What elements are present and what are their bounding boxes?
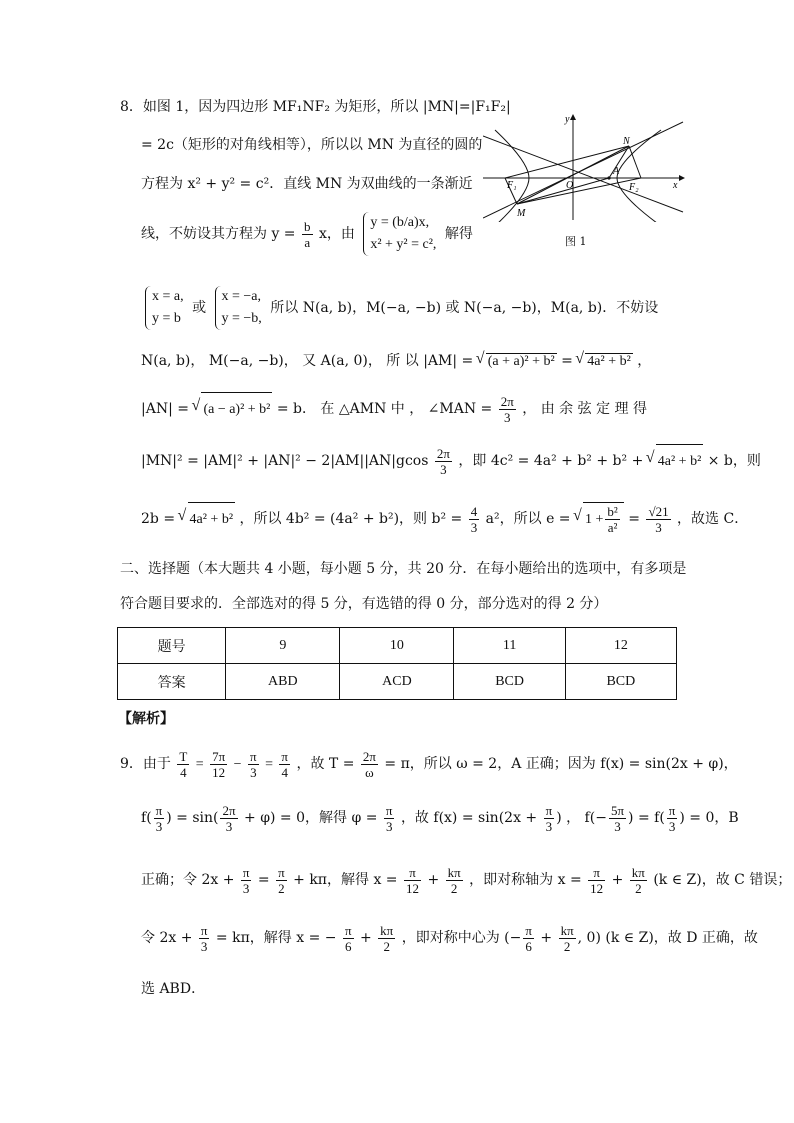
sqrt-expression: √ 4a² + b² (188, 502, 236, 537)
text-segment: f (141, 810, 147, 826)
text-segment: ，即 4c² = 4a² + b² + b² + (458, 453, 644, 469)
fraction-2pi-over-3: $\frac{2\pi}{3}$ (222, 802, 236, 834)
fraction-kpi-over-2: $\frac{k\pi}{2}$ (380, 922, 394, 954)
text-segment: 线，不妨设其方程为 y = (141, 226, 296, 242)
fraction-pi-over-3: $\frac{\pi}{3}$ (250, 748, 257, 780)
label-a: A (613, 166, 620, 177)
text-segment: ，所以 4b² = (4a² + b²)，则 b² = (239, 511, 463, 527)
text-segment: |MN|² = |AM|² + |AN|² − 2|AM||AN|gcos (141, 453, 429, 469)
table-cell: 题号 (118, 628, 226, 664)
q8-line-6: N(a, b)， M(−a, −b)， 又 A(a, 0)， 所 以 |AM| = √ (a + a)² + b² = √ 4a² + b² ， (141, 350, 651, 370)
text-segment: ，故 f(x) = sin (400, 810, 499, 826)
equation-system-2: x = a, y = b (145, 286, 184, 330)
q9-line-2: f( $\frac{\pi}{3}$ ) = sin( $\frac{2\pi}{3}$ + φ) = 0，解得 φ = $\frac{\pi}{3}$ ，故 f(x) = sin(2x + $\frac{\pi}{3}$ ) ， f(− $\frac{5\pi}{3}$ ) = f( $\frac{\pi}{3}$ ) = 0，B (141, 802, 739, 834)
text-segment: x，由 (318, 226, 355, 242)
label-f2: F₂ (629, 182, 639, 193)
text-segment: × b，则 (707, 453, 761, 469)
q8-line-5 (141, 286, 658, 330)
q8-line-8 (141, 444, 761, 479)
fraction-t-over-4: $\frac{T}{4}$ (179, 748, 188, 780)
segment-ma (517, 178, 609, 204)
fraction-pi-over-3: $\frac{\pi}{3}$ (545, 802, 553, 834)
q8-line-4 (141, 212, 473, 256)
q8-line-2: = 2c（矩形的对角线相等），所以以 MN 为直径的圆的 (141, 137, 483, 153)
fraction-2pi-over-3: $\frac{2\pi}{3}$ (436, 445, 450, 477)
table-row (118, 664, 677, 700)
fraction-pi-over-12: $\frac{\pi}{12}$ (590, 864, 604, 896)
section2-line-2: 符合题目要求的．全部选对的得 5 分，有选错的得 0 分，部分选对的得 2 分） (120, 596, 608, 612)
text-segment: ，故 T = (296, 756, 355, 772)
text-segment: |AN| = (141, 401, 189, 417)
q9-line-5: 选 ABD． (141, 981, 206, 997)
answer-table (117, 627, 677, 700)
fraction-b-over-a: $\frac{b}{a}$ (304, 218, 311, 250)
fraction-pi-over-12: $\frac{\pi}{12}$ (406, 864, 419, 896)
text-segment: 所以 N(a, b)，M(−a, −b) 或 N(−a, −b)，M(a, b)．不妨设 (270, 300, 659, 316)
q8-line-9 (141, 502, 748, 537)
text-segment: = 0，解得 φ = (279, 810, 378, 826)
equation-system-1: y = (b/a)x, x² + y² = c², (363, 212, 436, 256)
fraction-pi-over-3: $\frac{\pi}{3}$ (200, 922, 208, 954)
sqrt-expression: √ 4a² + b² (585, 353, 633, 370)
table-cell: 9 (226, 628, 340, 664)
label-y: y (565, 114, 570, 125)
text-segment: = b． 在 △AMN 中 ， ∠MAN = (276, 401, 493, 417)
text-segment: + (359, 930, 372, 946)
fraction-pi-over-3: $\frac{\pi}{3}$ (668, 802, 676, 834)
text-segment: ， f (566, 810, 590, 826)
text-segment: + (611, 872, 624, 888)
sqrt-expression: √ 4a² + b² (656, 444, 704, 479)
y-axis-arrow (570, 114, 576, 120)
table-cell: 答案 (118, 664, 226, 700)
text-segment: = (561, 353, 573, 369)
fraction-4-over-3: $\frac{4}{3}$ (470, 503, 478, 535)
text-segment: (k ∈ Z)，故 C 错误； (653, 872, 792, 888)
fraction-kpi-over-2: $\frac{k\pi}{2}$ (560, 922, 574, 954)
q8-line-1: 8．如图 1，因为四边形 MF₁NF₂ 为矩形，所以 |MN|=|F₁F₂| (120, 99, 511, 115)
text-segment: = kπ，解得 x = − (215, 930, 337, 946)
fraction-pi-over-2: $\frac{\pi}{2}$ (278, 864, 285, 896)
text-segment: a²，所以 e = (485, 511, 571, 527)
fraction-pi-over-3: $\frac{\pi}{3}$ (155, 802, 163, 834)
x-axis-arrow (679, 175, 685, 181)
text-segment: 令 2x + (141, 930, 193, 946)
q9-line-3 (141, 862, 791, 898)
fraction-kpi-over-2: $\frac{k\pi}{2}$ (631, 864, 645, 896)
text-segment: 或 (192, 300, 207, 316)
q9-line-1: 9．由于 $\frac{T}{4}$ = $\frac{7\pi}{12}$ − $\frac{\pi}{3}$ = $\frac{\pi}{4}$ ，故 T = $\frac{2\pi}{\omega}$ = π，所以 ω = 2，A 正确；因为 f(x) = sin(2x + φ)， (120, 748, 738, 780)
text-segment: = f (637, 810, 660, 826)
text-segment: + (427, 872, 440, 888)
fraction-2pi-over-3: $\frac{2\pi}{3}$ (500, 393, 514, 425)
text-segment: = (628, 511, 640, 527)
point-a (607, 176, 610, 179)
q9-line-4: 令 2x + $\frac{\pi}{3}$ = kπ，解得 x = − $\frac{\pi}{6}$ + $\frac{k\pi}{2}$ ，即对称中心为 (− $\frac{\pi}{6}$ + $\frac{k\pi}{2}$ , 0) (k ∈ Z)，故 D 正确，故 (141, 922, 758, 954)
asymptote-1 (483, 136, 683, 212)
label-m: M (517, 208, 526, 219)
figure-caption: 图 1 (565, 235, 587, 248)
text-segment: = (257, 872, 270, 888)
text-segment: = sin (176, 810, 214, 826)
text-segment: = π，所以 ω = 2，A 正确；因为 f(x) = sin(2x + φ)， (384, 756, 738, 772)
fraction-5pi-over-3: $\frac{5\pi}{3}$ (610, 802, 625, 834)
jiexi-heading: 【解析】 (118, 711, 174, 727)
table-row (118, 628, 677, 664)
q8-line-3: 方程为 x² + y² = c²．直线 MN 为双曲线的一条渐近 (141, 176, 473, 192)
text-segment: 9．由于 (120, 756, 171, 772)
fraction-7pi-over-12: $\frac{7\pi}{12}$ (212, 748, 226, 780)
text-segment: + kπ，解得 x = (293, 872, 398, 888)
sqrt-expression: √ (a − a)² + b² (201, 392, 272, 427)
fraction-2pi-over-omega: $\frac{2\pi}{\omega}$ (362, 748, 376, 780)
fraction-pi-over-4: $\frac{\pi}{4}$ (281, 748, 288, 780)
fraction-pi-over-6: $\frac{\pi}{6}$ (344, 922, 352, 954)
text-segment: = 0，B (689, 810, 739, 826)
fraction-pi-over-3: $\frac{\pi}{3}$ (385, 802, 393, 834)
text-segment: ，即对称中心为 (401, 930, 500, 946)
label-x: x (673, 180, 678, 191)
table-cell: BCD (565, 664, 676, 700)
text-segment: 正确；令 2x + (141, 872, 235, 888)
label-f1: F₁ (507, 180, 517, 191)
fraction-kpi-over-2: $\frac{k\pi}{2}$ (447, 864, 461, 896)
label-o: O (566, 180, 574, 191)
fraction-sqrt21-over-3: $\frac{√21}{3}$ (648, 503, 669, 535)
sqrt-eccentricity: √ 1 + $\frac{\text{b²}}{\text{a²}}$ (583, 502, 624, 537)
q8-line-7 (141, 392, 647, 427)
text-segment: (k ∈ Z)，故 D 正确，故 (605, 930, 758, 946)
text-segment: 2b = (141, 511, 176, 527)
table-cell: 12 (565, 628, 676, 664)
equation-system-3: x = −a, y = −b, (215, 286, 262, 330)
fraction-pi-over-6: $\frac{\pi}{6}$ (525, 922, 532, 954)
fraction-pi-over-3: $\frac{\pi}{3}$ (242, 864, 250, 896)
text-segment: ，即对称轴为 x = (469, 872, 582, 888)
label-n: N (623, 136, 630, 147)
text-segment: 解得 (444, 226, 473, 242)
table-cell: 11 (454, 628, 565, 664)
section2-line-1: 二、选择题（本大题共 4 小题，每小题 5 分，共 20 分．在每小题给出的选项中，有多项是 (120, 561, 687, 577)
hyperbola-figure (483, 112, 687, 222)
text-segment: ， 由 余 弦 定 理 得 (522, 401, 647, 417)
table-cell: ABD (226, 664, 340, 700)
table-cell: ACD (340, 664, 454, 700)
sqrt-expression: √ (a + a)² + b² (486, 353, 557, 370)
table-cell: BCD (454, 664, 565, 700)
text-segment: N(a, b)， M(−a, −b)， 又 A(a, 0)， 所 以 |AM| = (141, 353, 474, 369)
table-cell: 10 (340, 628, 454, 664)
text-segment: ，故选 C． (677, 511, 749, 527)
